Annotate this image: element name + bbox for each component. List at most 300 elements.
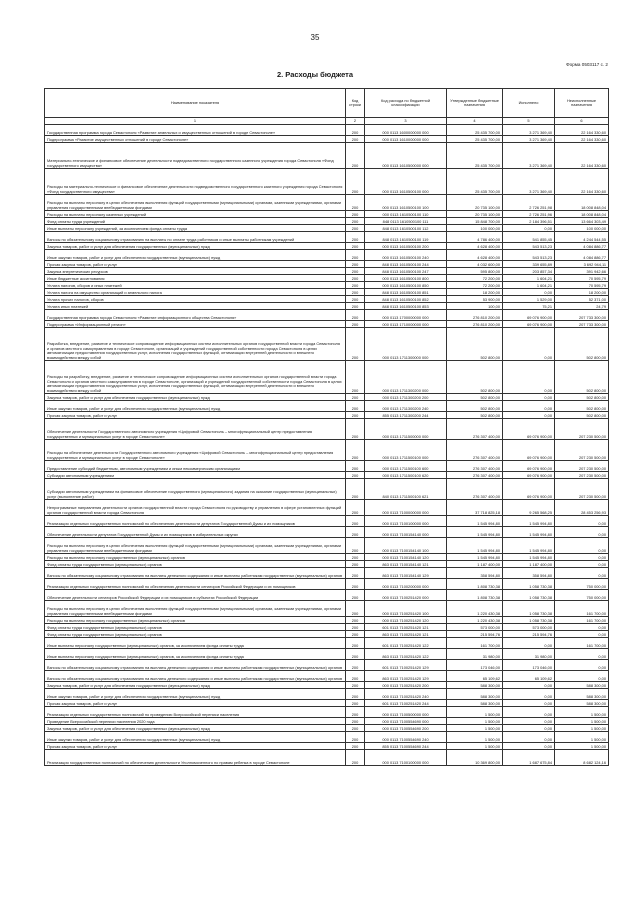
row-approved-cell: 358 594,80: [447, 568, 503, 579]
row-name-cell: Закупка товаров, работ и услуг для обеспечения государственных (муниципальных) нужд: [45, 394, 346, 401]
row-classification-code-cell: 848 0113 1610500100 851: [365, 289, 447, 296]
row-line-code-cell: 200: [346, 136, 365, 143]
table-row: [45, 516, 609, 527]
row-remaining-cell: 4 244 544,55: [555, 232, 609, 243]
row-name-cell: Иные выплаты персоналу государственных (муниципальных) органов, за исключением фонда оплаты труда: [45, 649, 346, 660]
row-name-cell: Закупка энергетических ресурсов: [45, 268, 346, 275]
table-row: [45, 561, 609, 568]
row-line-code-cell: 200: [346, 750, 365, 766]
row-executed-cell: 0,00: [503, 718, 555, 725]
header-executed: Исполнено: [503, 89, 555, 118]
row-line-code-cell: 200: [346, 401, 365, 412]
row-approved-cell: 1 500,00: [447, 732, 503, 743]
row-name-cell: Фонд оплаты труда государственных (муниципальных) органов: [45, 631, 346, 638]
row-approved-cell: 1 500,00: [447, 707, 503, 718]
table-row: [45, 624, 609, 631]
row-classification-code-cell: 848 0113 1610500100 111: [365, 218, 447, 225]
row-executed-cell: 69 076 900,00: [503, 479, 555, 500]
row-classification-code-cell: 000 0113 7100154140 100: [365, 538, 447, 554]
row-name-cell: Непрограммные направления деятельности органов государственной власти города Севастополя по руководству и управлению в сфере установленных функций органов государственной власти города Севастополя: [45, 500, 346, 516]
row-approved-cell: 276 307 400,00: [447, 472, 503, 479]
row-executed-cell: 0,00: [503, 289, 555, 296]
row-approved-cell: 18 200,00: [447, 289, 503, 296]
row-name-cell: Проведение Всероссийской переписи населения 2020 года: [45, 718, 346, 725]
row-remaining-cell: 70 595,79: [555, 282, 609, 289]
row-remaining-cell: 52 371,00: [555, 296, 609, 303]
table-row: [45, 143, 609, 169]
row-remaining-cell: 0,00: [555, 671, 609, 682]
row-remaining-cell: 161 700,00: [555, 638, 609, 649]
row-approved-cell: 502 800,00: [447, 394, 503, 401]
row-classification-code-cell: 000 0113 1710000000 000: [365, 321, 447, 328]
row-approved-cell: 502 800,00: [447, 328, 503, 361]
row-line-code-cell: 200: [346, 211, 365, 218]
table-row: [45, 268, 609, 275]
row-remaining-cell: 0,00: [555, 527, 609, 538]
row-approved-cell: 4 786 400,00: [447, 232, 503, 243]
row-line-code-cell: 200: [346, 554, 365, 561]
row-classification-code-cell: 000 0113 7100554690 000: [365, 718, 447, 725]
row-remaining-cell: 207 230 500,00: [555, 440, 609, 461]
row-classification-code-cell: 000 0113 7100554690 200: [365, 725, 447, 732]
row-executed-cell: 0,00: [503, 225, 555, 232]
table-row: [45, 671, 609, 682]
row-classification-code-cell: 848 0113 1610500100 119: [365, 232, 447, 243]
row-executed-cell: 0,00: [503, 682, 555, 689]
row-executed-cell: 358 594,80: [503, 568, 555, 579]
column-number: 2: [346, 118, 365, 125]
table-row: [45, 631, 609, 638]
row-name-cell: Фонд оплаты труда государственных (муниципальных) органов: [45, 561, 346, 568]
row-line-code-cell: 200: [346, 624, 365, 631]
table-row: [45, 275, 609, 282]
row-classification-code-cell: 848 0113 1610500100 244: [365, 261, 447, 268]
table-row: [45, 638, 609, 649]
expenses-table: [44, 88, 609, 766]
row-approved-cell: 1 808 730,38: [447, 579, 503, 590]
row-classification-code-cell: 855 0113 7100554690 244: [365, 743, 447, 750]
row-name-cell: Расходы на выплаты персоналу в целях обеспечения выполнения функций государственными (муниципальными) органами, казенными учреждениями, органами управления государственными внебюджетными фондами: [45, 195, 346, 211]
row-remaining-cell: 207 733 300,00: [555, 310, 609, 321]
row-executed-cell: 0,00: [503, 725, 555, 732]
table-row: [45, 700, 609, 707]
row-remaining-cell: 0,00: [555, 624, 609, 631]
row-executed-cell: 69 076 900,00: [503, 472, 555, 479]
row-name-cell: Взносы по обязательному социальному страхованию на выплаты денежного содержания и иные выплаты работникам государственных (муниципальных) органов: [45, 660, 346, 671]
table-row: [45, 601, 609, 617]
row-line-code-cell: 200: [346, 225, 365, 232]
row-executed-cell: 3 271 369,40: [503, 136, 555, 143]
row-line-code-cell: 200: [346, 250, 365, 261]
row-name-cell: Обеспечение деятельности Государственного автономного учреждения «Цифровой Севастополь – многофункциональный центр предоставления государственных и муниципальных услуг в городе Севастополе»: [45, 419, 346, 440]
row-remaining-cell: 502 800,00: [555, 361, 609, 394]
row-approved-cell: 1 545 994,80: [447, 538, 503, 554]
row-approved-cell: 1 500,00: [447, 725, 503, 732]
row-name-cell: Прочая закупка товаров, работ и услуг: [45, 412, 346, 419]
row-executed-cell: 0,00: [503, 394, 555, 401]
row-executed-cell: 69 076 900,00: [503, 461, 555, 472]
row-approved-cell: 588 300,00: [447, 689, 503, 700]
row-name-cell: Расходы на выплаты персоналу государственных (муниципальных) органов: [45, 617, 346, 624]
row-classification-code-cell: 840 0113 1711500100 621: [365, 479, 447, 500]
row-line-code-cell: 200: [346, 243, 365, 250]
row-line-code-cell: 200: [346, 328, 365, 361]
row-line-code-cell: 200: [346, 561, 365, 568]
row-remaining-cell: 0,00: [555, 649, 609, 660]
row-classification-code-cell: 863 0113 7100154140 121: [365, 561, 447, 568]
row-line-code-cell: 200: [346, 261, 365, 268]
row-remaining-cell: 13 664 303,49: [555, 218, 609, 225]
row-approved-cell: 1 545 994,80: [447, 527, 503, 538]
row-remaining-cell: 588 300,00: [555, 700, 609, 707]
row-line-code-cell: 200: [346, 303, 365, 310]
row-approved-cell: 65 109,62: [447, 671, 503, 682]
row-classification-code-cell: 000 0113 7100500000 000: [365, 707, 447, 718]
row-executed-cell: 1 058 730,38: [503, 601, 555, 617]
row-approved-cell: 161 700,00: [447, 638, 503, 649]
row-approved-cell: 502 800,00: [447, 401, 503, 412]
table-row: [45, 732, 609, 743]
row-executed-cell: 1 604,21: [503, 282, 555, 289]
row-approved-cell: 502 800,00: [447, 412, 503, 419]
table-row: [45, 617, 609, 624]
row-name-cell: Расходы на обеспечение деятельности Государственного автономного учреждения «Цифровой Севастополь – многофункциональный центр предоставления государственных и муниципальных услуг в городе Севастополе»: [45, 440, 346, 461]
row-remaining-cell: 207 230 500,00: [555, 479, 609, 500]
row-line-code-cell: 200: [346, 125, 365, 136]
column-number-row: [45, 118, 609, 125]
row-remaining-cell: 391 942,66: [555, 268, 609, 275]
row-classification-code-cell: 863 0113 7100251420 129: [365, 671, 447, 682]
row-remaining-cell: 750 000,00: [555, 579, 609, 590]
row-line-code-cell: 200: [346, 169, 365, 195]
row-line-code-cell: 200: [346, 472, 365, 479]
column-number: 6: [555, 118, 609, 125]
table-row: [45, 689, 609, 700]
row-classification-code-cell: 601 0113 7100251420 244: [365, 700, 447, 707]
row-remaining-cell: 502 800,00: [555, 401, 609, 412]
row-executed-cell: 2 184 396,51: [503, 218, 555, 225]
table-row: [45, 125, 609, 136]
row-name-cell: Расходы на выплаты персоналу казенных учреждений: [45, 211, 346, 218]
row-classification-code-cell: 000 0113 1711300200 200: [365, 394, 447, 401]
row-remaining-cell: 207 230 500,00: [555, 461, 609, 472]
table-row: [45, 725, 609, 732]
row-line-code-cell: 200: [346, 725, 365, 732]
row-executed-cell: 1 529,00: [503, 296, 555, 303]
row-executed-cell: 1 545 994,80: [503, 516, 555, 527]
row-executed-cell: 1 545 994,80: [503, 538, 555, 554]
row-executed-cell: 0,00: [503, 743, 555, 750]
page-number: 35: [310, 33, 320, 42]
table-row: [45, 218, 609, 225]
row-classification-code-cell: 000 0113 7100251420 120: [365, 617, 447, 624]
row-name-cell: Подпрограмма «Развитие имущественных отношений в городе Севастополе»: [45, 136, 346, 143]
row-classification-code-cell: 000 0113 7100251420 200: [365, 682, 447, 689]
row-executed-cell: 173 046,00: [503, 660, 555, 671]
row-name-cell: Иные закупки товаров, работ и услуг для обеспечения государственных (муниципальных) нужд: [45, 732, 346, 743]
row-classification-code-cell: 848 0113 1610500100 853: [365, 303, 447, 310]
row-approved-cell: 20 735 100,00: [447, 211, 503, 218]
row-classification-code-cell: 000 0113 1700000000 000: [365, 310, 447, 321]
row-remaining-cell: 0,00: [555, 561, 609, 568]
row-approved-cell: 276 810 200,00: [447, 310, 503, 321]
row-name-cell: Расходы на материально-техническое и финансовое обеспечение деятельности подведомственного государственного казенного учреждения города Севастополя «Фонд государственного имущества»: [45, 169, 346, 195]
row-line-code-cell: 200: [346, 361, 365, 394]
table-row: [45, 289, 609, 296]
row-classification-code-cell: 000 0113 7100200000 000: [365, 579, 447, 590]
row-remaining-cell: 502 800,00: [555, 412, 609, 419]
row-line-code-cell: 200: [346, 394, 365, 401]
row-name-cell: Фонд оплаты труда учреждений: [45, 218, 346, 225]
row-line-code-cell: 200: [346, 568, 365, 579]
table-row: [45, 211, 609, 218]
row-classification-code-cell: 863 0113 7100251420 122: [365, 649, 447, 660]
row-executed-cell: 1 604,21: [503, 275, 555, 282]
table-row: [45, 195, 609, 211]
row-executed-cell: 1 545 994,80: [503, 527, 555, 538]
row-line-code-cell: 200: [346, 321, 365, 328]
row-approved-cell: 100 000,00: [447, 225, 503, 232]
row-approved-cell: 1 220 430,38: [447, 601, 503, 617]
row-approved-cell: 37 718 825,18: [447, 500, 503, 516]
row-remaining-cell: 0,00: [555, 660, 609, 671]
row-remaining-cell: 24,79: [555, 303, 609, 310]
row-line-code-cell: 200: [346, 500, 365, 516]
header-line-code: Код строки: [346, 89, 365, 118]
row-name-cell: Обеспечение деятельности депутатов Государственной Думы и их помощников в избирательных округах: [45, 527, 346, 538]
row-name-cell: Субсидии автономным учреждениям: [45, 472, 346, 479]
row-classification-code-cell: 601 0113 7100251420 121: [365, 624, 447, 631]
row-remaining-cell: 70 595,79: [555, 275, 609, 282]
row-name-cell: Расходы на выплаты персоналу в целях обеспечения выполнения функций государственными (муниципальными) органами, казенными учреждениями, органами управления государственными внебюджетными фондами: [45, 538, 346, 554]
row-line-code-cell: 200: [346, 732, 365, 743]
row-executed-cell: 31 980,00: [503, 649, 555, 660]
row-line-code-cell: 200: [346, 143, 365, 169]
row-approved-cell: 25 435 700,00: [447, 143, 503, 169]
row-remaining-cell: 0,00: [555, 554, 609, 561]
row-approved-cell: 595 800,00: [447, 268, 503, 275]
row-name-cell: Обеспечение деятельности сенаторов Российской Федерации и их помощников в субъектах Российской Федерации: [45, 590, 346, 601]
row-approved-cell: 53 900,00: [447, 296, 503, 303]
row-name-cell: Иные выплаты персоналу учреждений, за исключением фонда оплаты труда: [45, 225, 346, 232]
table-row: [45, 527, 609, 538]
row-approved-cell: 25 435 700,00: [447, 125, 503, 136]
row-name-cell: Подпрограмма «Информационный регион»: [45, 321, 346, 328]
row-executed-cell: 203 857,34: [503, 268, 555, 275]
row-classification-code-cell: 855 0113 1711300200 244: [365, 412, 447, 419]
row-executed-cell: 75,21: [503, 303, 555, 310]
row-executed-cell: 1 058 730,38: [503, 617, 555, 624]
row-remaining-cell: 18 008 848,04: [555, 195, 609, 211]
row-name-cell: Уплата налога на имущество организаций и земельного налога: [45, 289, 346, 296]
row-classification-code-cell: 000 0113 1711500000 000: [365, 419, 447, 440]
row-classification-code-cell: 863 0113 7100154140 129: [365, 568, 447, 579]
row-line-code-cell: 200: [346, 296, 365, 303]
row-name-cell: Закупка товаров, работ и услуг для обеспечения государственных (муниципальных) нужд: [45, 725, 346, 732]
row-approved-cell: 588 300,00: [447, 700, 503, 707]
row-remaining-cell: 0,00: [555, 568, 609, 579]
row-executed-cell: 0,00: [503, 412, 555, 419]
row-executed-cell: 1 187 400,00: [503, 561, 555, 568]
row-name-cell: Уплата налогов, сборов и иных платежей: [45, 282, 346, 289]
row-name-cell: Закупка товаров, работ и услуг для обеспечения государственных (муниципальных) нужд: [45, 243, 346, 250]
header-classification-code: Код расхода по бюджетной классификации: [365, 89, 447, 118]
row-classification-code-cell: 000 0113 7100100000 000: [365, 750, 447, 766]
table-row: [45, 554, 609, 561]
row-remaining-cell: 161 700,00: [555, 601, 609, 617]
table-row: [45, 568, 609, 579]
row-line-code-cell: 200: [346, 601, 365, 617]
row-executed-cell: 543 513,23: [503, 243, 555, 250]
row-line-code-cell: 200: [346, 718, 365, 725]
row-approved-cell: 4 628 400,00: [447, 250, 503, 261]
row-remaining-cell: 588 300,00: [555, 689, 609, 700]
row-classification-code-cell: 000 0113 1600000000 000: [365, 125, 447, 136]
column-number: 5: [503, 118, 555, 125]
row-executed-cell: 0,00: [503, 401, 555, 412]
row-name-cell: Реализация отдельных государственных полномочий по обеспечению деятельности депутатов Государственной Думы и их помощников: [45, 516, 346, 527]
row-executed-cell: 0,00: [503, 361, 555, 394]
row-executed-cell: 69 076 900,00: [503, 440, 555, 461]
row-approved-cell: 1 545 994,80: [447, 516, 503, 527]
row-line-code-cell: 200: [346, 689, 365, 700]
row-executed-cell: 69 076 900,00: [503, 419, 555, 440]
row-approved-cell: 573 000,00: [447, 624, 503, 631]
table-row: [45, 412, 609, 419]
row-classification-code-cell: 601 0113 7100251420 129: [365, 660, 447, 671]
table-row: [45, 136, 609, 143]
table-row: [45, 401, 609, 412]
row-executed-cell: 65 109,62: [503, 671, 555, 682]
row-classification-code-cell: 000 0113 7100251420 240: [365, 689, 447, 700]
row-remaining-cell: 4 084 886,77: [555, 243, 609, 250]
row-approved-cell: 100,00: [447, 303, 503, 310]
row-line-code-cell: 200: [346, 412, 365, 419]
row-name-cell: Государственная программа города Севастополя «Развитие земельных и имущественных отношений в городе Севастополе»: [45, 125, 346, 136]
row-executed-cell: 0,00: [503, 638, 555, 649]
table-row: [45, 394, 609, 401]
row-approved-cell: 20 735 100,00: [447, 195, 503, 211]
table-row: [45, 321, 609, 328]
row-approved-cell: 10 369 800,00: [447, 750, 503, 766]
table-row: [45, 682, 609, 689]
row-approved-cell: 502 800,00: [447, 361, 503, 394]
row-executed-cell: 1 058 730,38: [503, 579, 555, 590]
row-line-code-cell: 200: [346, 440, 365, 461]
table-row: [45, 282, 609, 289]
table-body: [45, 125, 609, 766]
row-name-cell: Иные закупки товаров, работ и услуг для обеспечения государственных (муниципальных) нужд: [45, 401, 346, 412]
table-row: [45, 328, 609, 361]
row-classification-code-cell: 000 0113 1711500100 000: [365, 440, 447, 461]
table-row: [45, 169, 609, 195]
row-name-cell: Разработка, внедрение, развитие и техническое сопровождение информационных систем исполнительных органов государственной власти города Севастополя и органов местного самоуправления в городе Севастополе, организаций и учреждений государственной собственности города Севастополя в целях автоматизации предоставления государственных услуг, исполнения государственных функций, оптимизации внутренней деятельности и внешнего взаимодействия между собой: [45, 328, 346, 361]
header-remaining: Неисполненные назначения: [555, 89, 609, 118]
row-executed-cell: 3 271 369,40: [503, 143, 555, 169]
row-classification-code-cell: 000 0113 1610500100 000: [365, 169, 447, 195]
row-line-code-cell: 200: [346, 218, 365, 225]
table-row: [45, 707, 609, 718]
row-name-cell: Уплата прочих налогов, сборов: [45, 296, 346, 303]
row-line-code-cell: 200: [346, 617, 365, 624]
row-classification-code-cell: 848 0113 1610500100 852: [365, 296, 447, 303]
row-name-cell: Реализация государственных полномочий по обеспечению деятельности Уполномоченного по правам ребенка в городе Севастополе: [45, 750, 346, 766]
row-executed-cell: 1 687 675,84: [503, 750, 555, 766]
row-classification-code-cell: 848 0113 1610500100 247: [365, 268, 447, 275]
table-row: [45, 660, 609, 671]
table-row: [45, 243, 609, 250]
row-executed-cell: 573 000,00: [503, 624, 555, 631]
row-name-cell: Прочая закупка товаров, работ и услуг: [45, 743, 346, 750]
row-line-code-cell: 200: [346, 516, 365, 527]
table-row: [45, 538, 609, 554]
column-number: 3: [365, 118, 447, 125]
row-remaining-cell: 1 500,00: [555, 732, 609, 743]
row-classification-code-cell: 848 0113 1610500100 112: [365, 225, 447, 232]
row-executed-cell: 0,00: [503, 732, 555, 743]
row-classification-code-cell: 000 0113 1610500100 240: [365, 250, 447, 261]
table-row: [45, 472, 609, 479]
row-remaining-cell: 0,00: [555, 538, 609, 554]
row-name-cell: Фонд оплаты труда государственных (муниципальных) органов: [45, 624, 346, 631]
row-approved-cell: 25 435 700,00: [447, 169, 503, 195]
row-approved-cell: 276 307 400,00: [447, 461, 503, 472]
row-line-code-cell: 200: [346, 195, 365, 211]
row-remaining-cell: 22 164 330,60: [555, 143, 609, 169]
row-approved-cell: 588 300,00: [447, 682, 503, 689]
row-line-code-cell: 200: [346, 649, 365, 660]
table-row: [45, 361, 609, 394]
row-name-cell: Иные выплаты персоналу государственных (муниципальных) органов, за исключением фонда оплаты труда: [45, 638, 346, 649]
row-approved-cell: 1 187 400,00: [447, 561, 503, 568]
row-line-code-cell: 200: [346, 232, 365, 243]
row-classification-code-cell: 863 0113 7100251420 121: [365, 631, 447, 638]
row-remaining-cell: 1 500,00: [555, 718, 609, 725]
table-row: [45, 232, 609, 243]
row-executed-cell: 339 655,89: [503, 261, 555, 268]
section-title: 2. Расходы бюджета: [276, 70, 354, 79]
row-executed-cell: 2 726 251,96: [503, 211, 555, 218]
row-executed-cell: 1 058 730,38: [503, 590, 555, 601]
row-remaining-cell: 28 453 256,93: [555, 500, 609, 516]
row-remaining-cell: 161 700,00: [555, 617, 609, 624]
row-classification-code-cell: 000 0113 7100100000 000: [365, 516, 447, 527]
row-remaining-cell: 1 500,00: [555, 707, 609, 718]
row-line-code-cell: 200: [346, 700, 365, 707]
row-name-cell: Материально-техническое и финансовое обеспечение деятельности подведомственного государственного казенного учреждения города Севастополя «Фонд государственного имущества»: [45, 143, 346, 169]
row-executed-cell: 9 265 568,25: [503, 500, 555, 516]
row-remaining-cell: 4 084 886,77: [555, 250, 609, 261]
row-approved-cell: 276 307 400,00: [447, 419, 503, 440]
table-row: [45, 225, 609, 232]
table-row: [45, 303, 609, 310]
row-line-code-cell: 200: [346, 579, 365, 590]
row-remaining-cell: 750 000,00: [555, 590, 609, 601]
row-remaining-cell: 0,00: [555, 631, 609, 638]
row-line-code-cell: 200: [346, 479, 365, 500]
table-header-row: [45, 89, 609, 118]
row-name-cell: Субсидии автономным учреждениям на финансовое обеспечение государственного (муниципального) задания на оказание государственных (муниципальных) услуг (выполнение работ): [45, 479, 346, 500]
column-number: 4: [447, 118, 503, 125]
table-row: [45, 261, 609, 268]
row-line-code-cell: 200: [346, 289, 365, 296]
row-name-cell: Взносы по обязательному социальному страхованию на выплаты денежного содержания и иные выплаты работникам государственных (муниципальных) органов: [45, 568, 346, 579]
table-row: [45, 461, 609, 472]
row-line-code-cell: 200: [346, 527, 365, 538]
row-line-code-cell: 200: [346, 419, 365, 440]
row-executed-cell: 543 513,23: [503, 250, 555, 261]
row-approved-cell: 4 628 400,00: [447, 243, 503, 250]
